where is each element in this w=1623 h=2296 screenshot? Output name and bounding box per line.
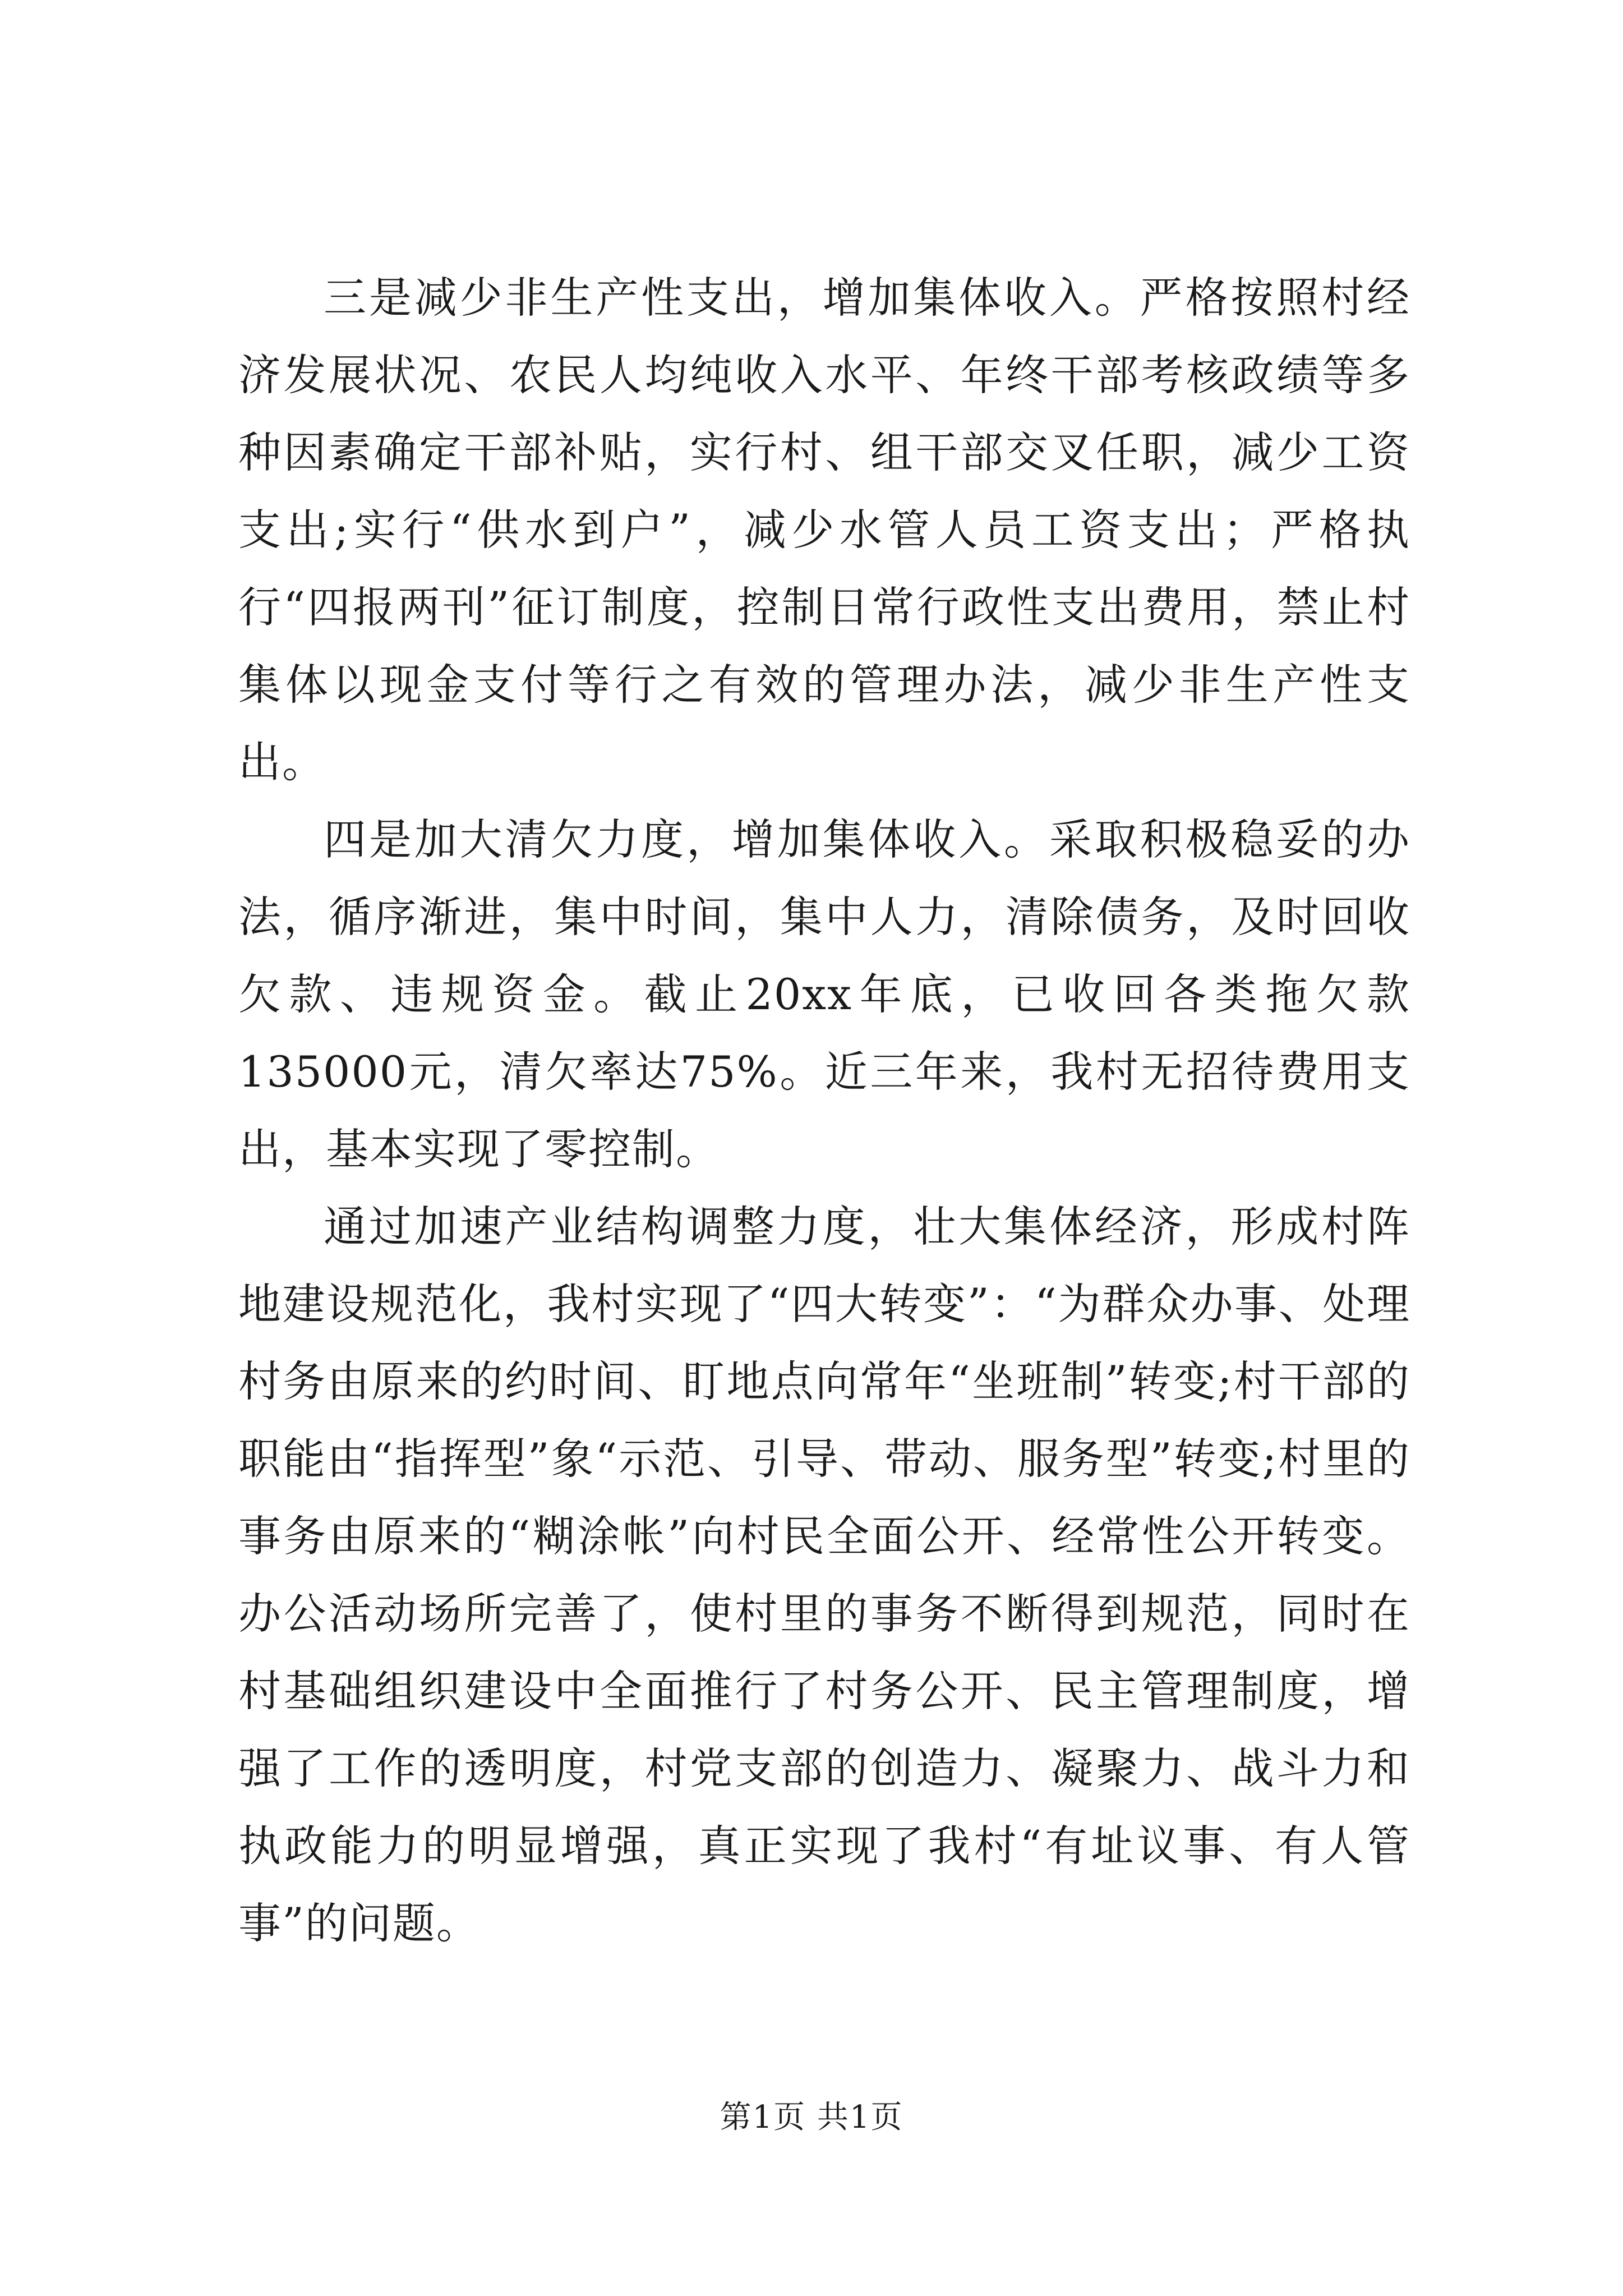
paragraph-four-changes: 通过加速产业结构调整力度，壮大集体经济，形成村阵地建设规范化，我村实现了“四大转变”：“为群众办事、处理村务由原来的约时间、盯地点向常年“坐班制”转变;村干部的职能由“指挥型”象“示范、引导、带动、服务型”转变;村里的事务由原来的“糊涂帐”向村民全面公开、经常性公开转变。办公活动场所完善了，使村里的事务不断得到规范，同时在村基础组织建设中全面推行了村务公开、民主管理制度，增强了工作的透明度，村党支部的创造力、凝聚力、战斗力和执政能力的明显增强，真正实现了我村“有址议事、有人管事”的问题。	[238, 1202, 1410, 1948]
paragraph-expenditure: 三是减少非生产性支出，增加集体收入。严格按照村经济发展状况、农民人均纯收入水平、年终干部考核政绩等多种因素确定干部补贴，实行村、组干部交叉任职，减少工资支出;实行“供水到户”，减少水管人员工资支出；严格执行“四报两刊”征订制度，控制日常行政性支出费用，禁止村集体以现金支付等行之有效的管理办法，减少非生产性支出。	[238, 273, 1410, 787]
paragraph-debt-collection: 四是加大清欠力度，增加集体收入。采取积极稳妥的办法，循序渐进，集中时间，集中人力，清除债务，及时回收欠款、违规资金。截止20xx年底，已收回各类拖欠款135000元，清欠率达75%。近三年来，我村无招待费用支出，基本实现了零控制。	[238, 815, 1410, 1174]
document-body	[238, 259, 1410, 1962]
page-number-footer: 第1页 共1页	[720, 2099, 903, 2136]
